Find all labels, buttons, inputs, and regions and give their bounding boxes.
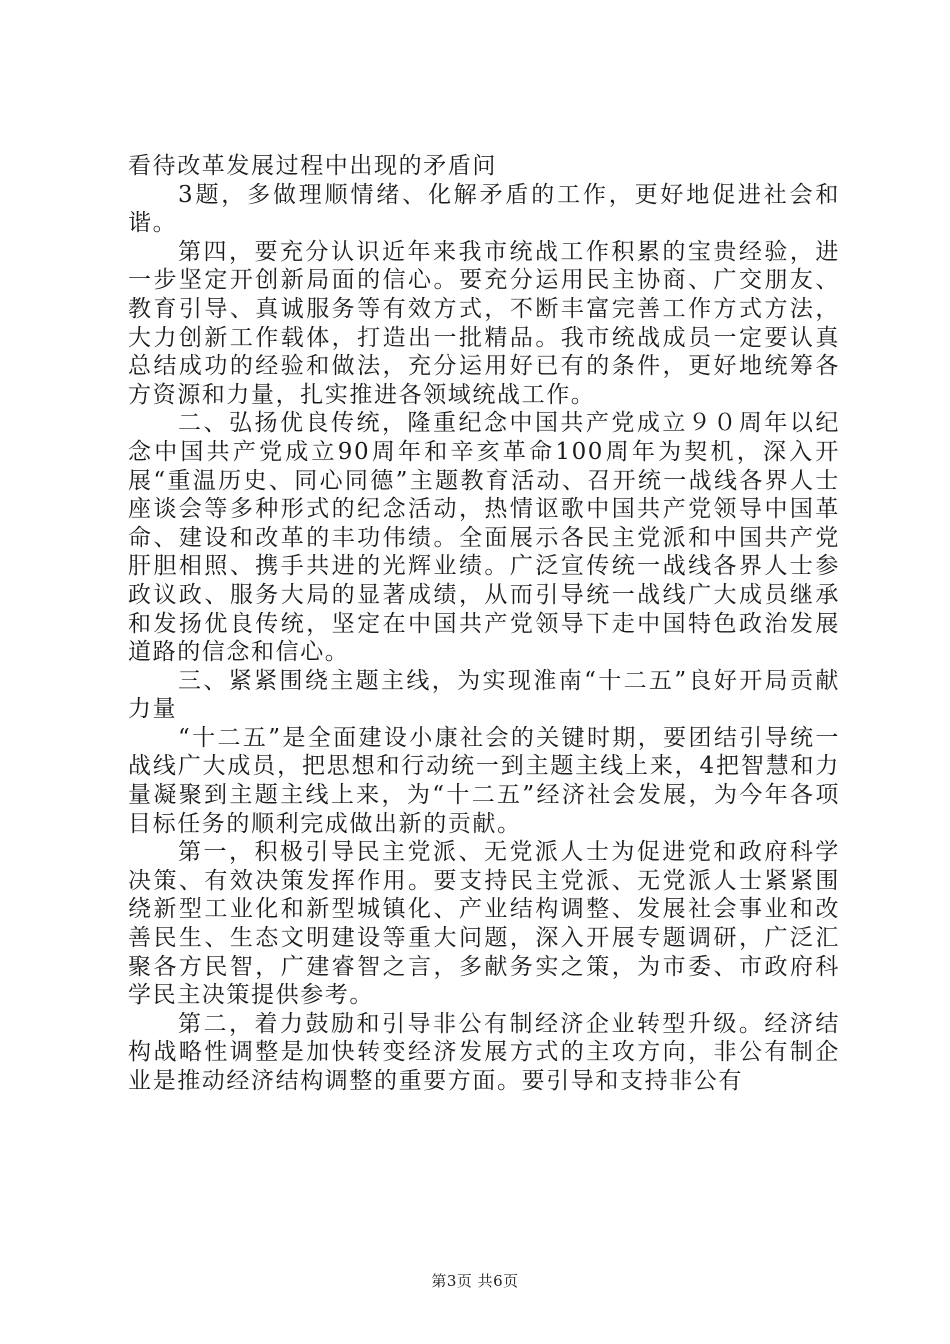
- paragraph-7: 第一，积极引导民主党派、无党派人士为促进党和政府科学决策、有效决策发挥作用。要支持民主党派、无党派人士紧紧围绕新型工业化和新型城镇化、产业结构调整、发展社会事业和改善民生、生态文明建设等重大问题，深入开展专题调研，广泛汇聚各方民智，广建睿智之言，多献务实之策，为市委、市政府科学民主决策提供参考。: [128, 839, 840, 1009]
- page-number-footer: 第3页 共6页: [431, 1272, 519, 1290]
- paragraph-8: 第二，着力鼓励和引导非公有制经济企业转型升级。经济结构战略性调整是加快转变经济发展方式的主攻方向，非公有制企业是推动经济结构调整的重要方面。要引导和支持非公有: [128, 1010, 840, 1094]
- paragraph-4: 二、弘扬优良传统，隆重纪念中国共产党成立９０周年以纪念中国共产党成立90周年和辛亥革命100周年为契机，深入开展“重温历史、同心同德”主题教育活动、召开统一战线各界人士座谈会等多种形式的纪念活动，热情讴歌中国共产党领导中国革命、建设和改革的丰功伟绩。全面展示各民主党派和中国共产党肝胆相照、携手共进的光辉业绩。广泛宣传统一战线各界人士参政议政、服务大局的显著成绩，从而引导统一战线广大成员继承和发扬优良传统，坚定在中国共产党领导下走中国特色政治发展道路的信念和信心。: [128, 410, 840, 666]
- paragraph-2: 3题，多做理顺情绪、化解矛盾的工作，更好地促进社会和谐。: [128, 181, 840, 237]
- paragraph-1: 看待改革发展过程中出现的矛盾问: [128, 153, 497, 179]
- paragraph-6: “十二五”是全面建设小康社会的关键时期，要团结引导统一战线广大成员，把思想和行动统一到主题主线上来，4把智慧和力量凝聚到主题主线上来，为“十二五”经济社会发展，为今年各项目标任务的顺利完成做出新的贡献。: [128, 724, 840, 837]
- paragraph-3: 第四，要充分认识近年来我市统战工作积累的宝贵经验，进一步坚定开创新局面的信心。要充分运用民主协商、广交朋友、教育引导、真诚服务等有效方式，不断丰富完善工作方式方法，大力创新工作载体，打造出一批精品。我市统战成员一定要认真总结成功的经验和做法，充分运用好已有的条件，更好地统筹各方资源和力量，扎实推进各领域统战工作。: [128, 238, 840, 408]
- document-body: [128, 152, 840, 1096]
- paragraph-5-heading: 三、紧紧围绕主题主线，为实现淮南“十二五”良好开局贡献力量: [128, 667, 840, 723]
